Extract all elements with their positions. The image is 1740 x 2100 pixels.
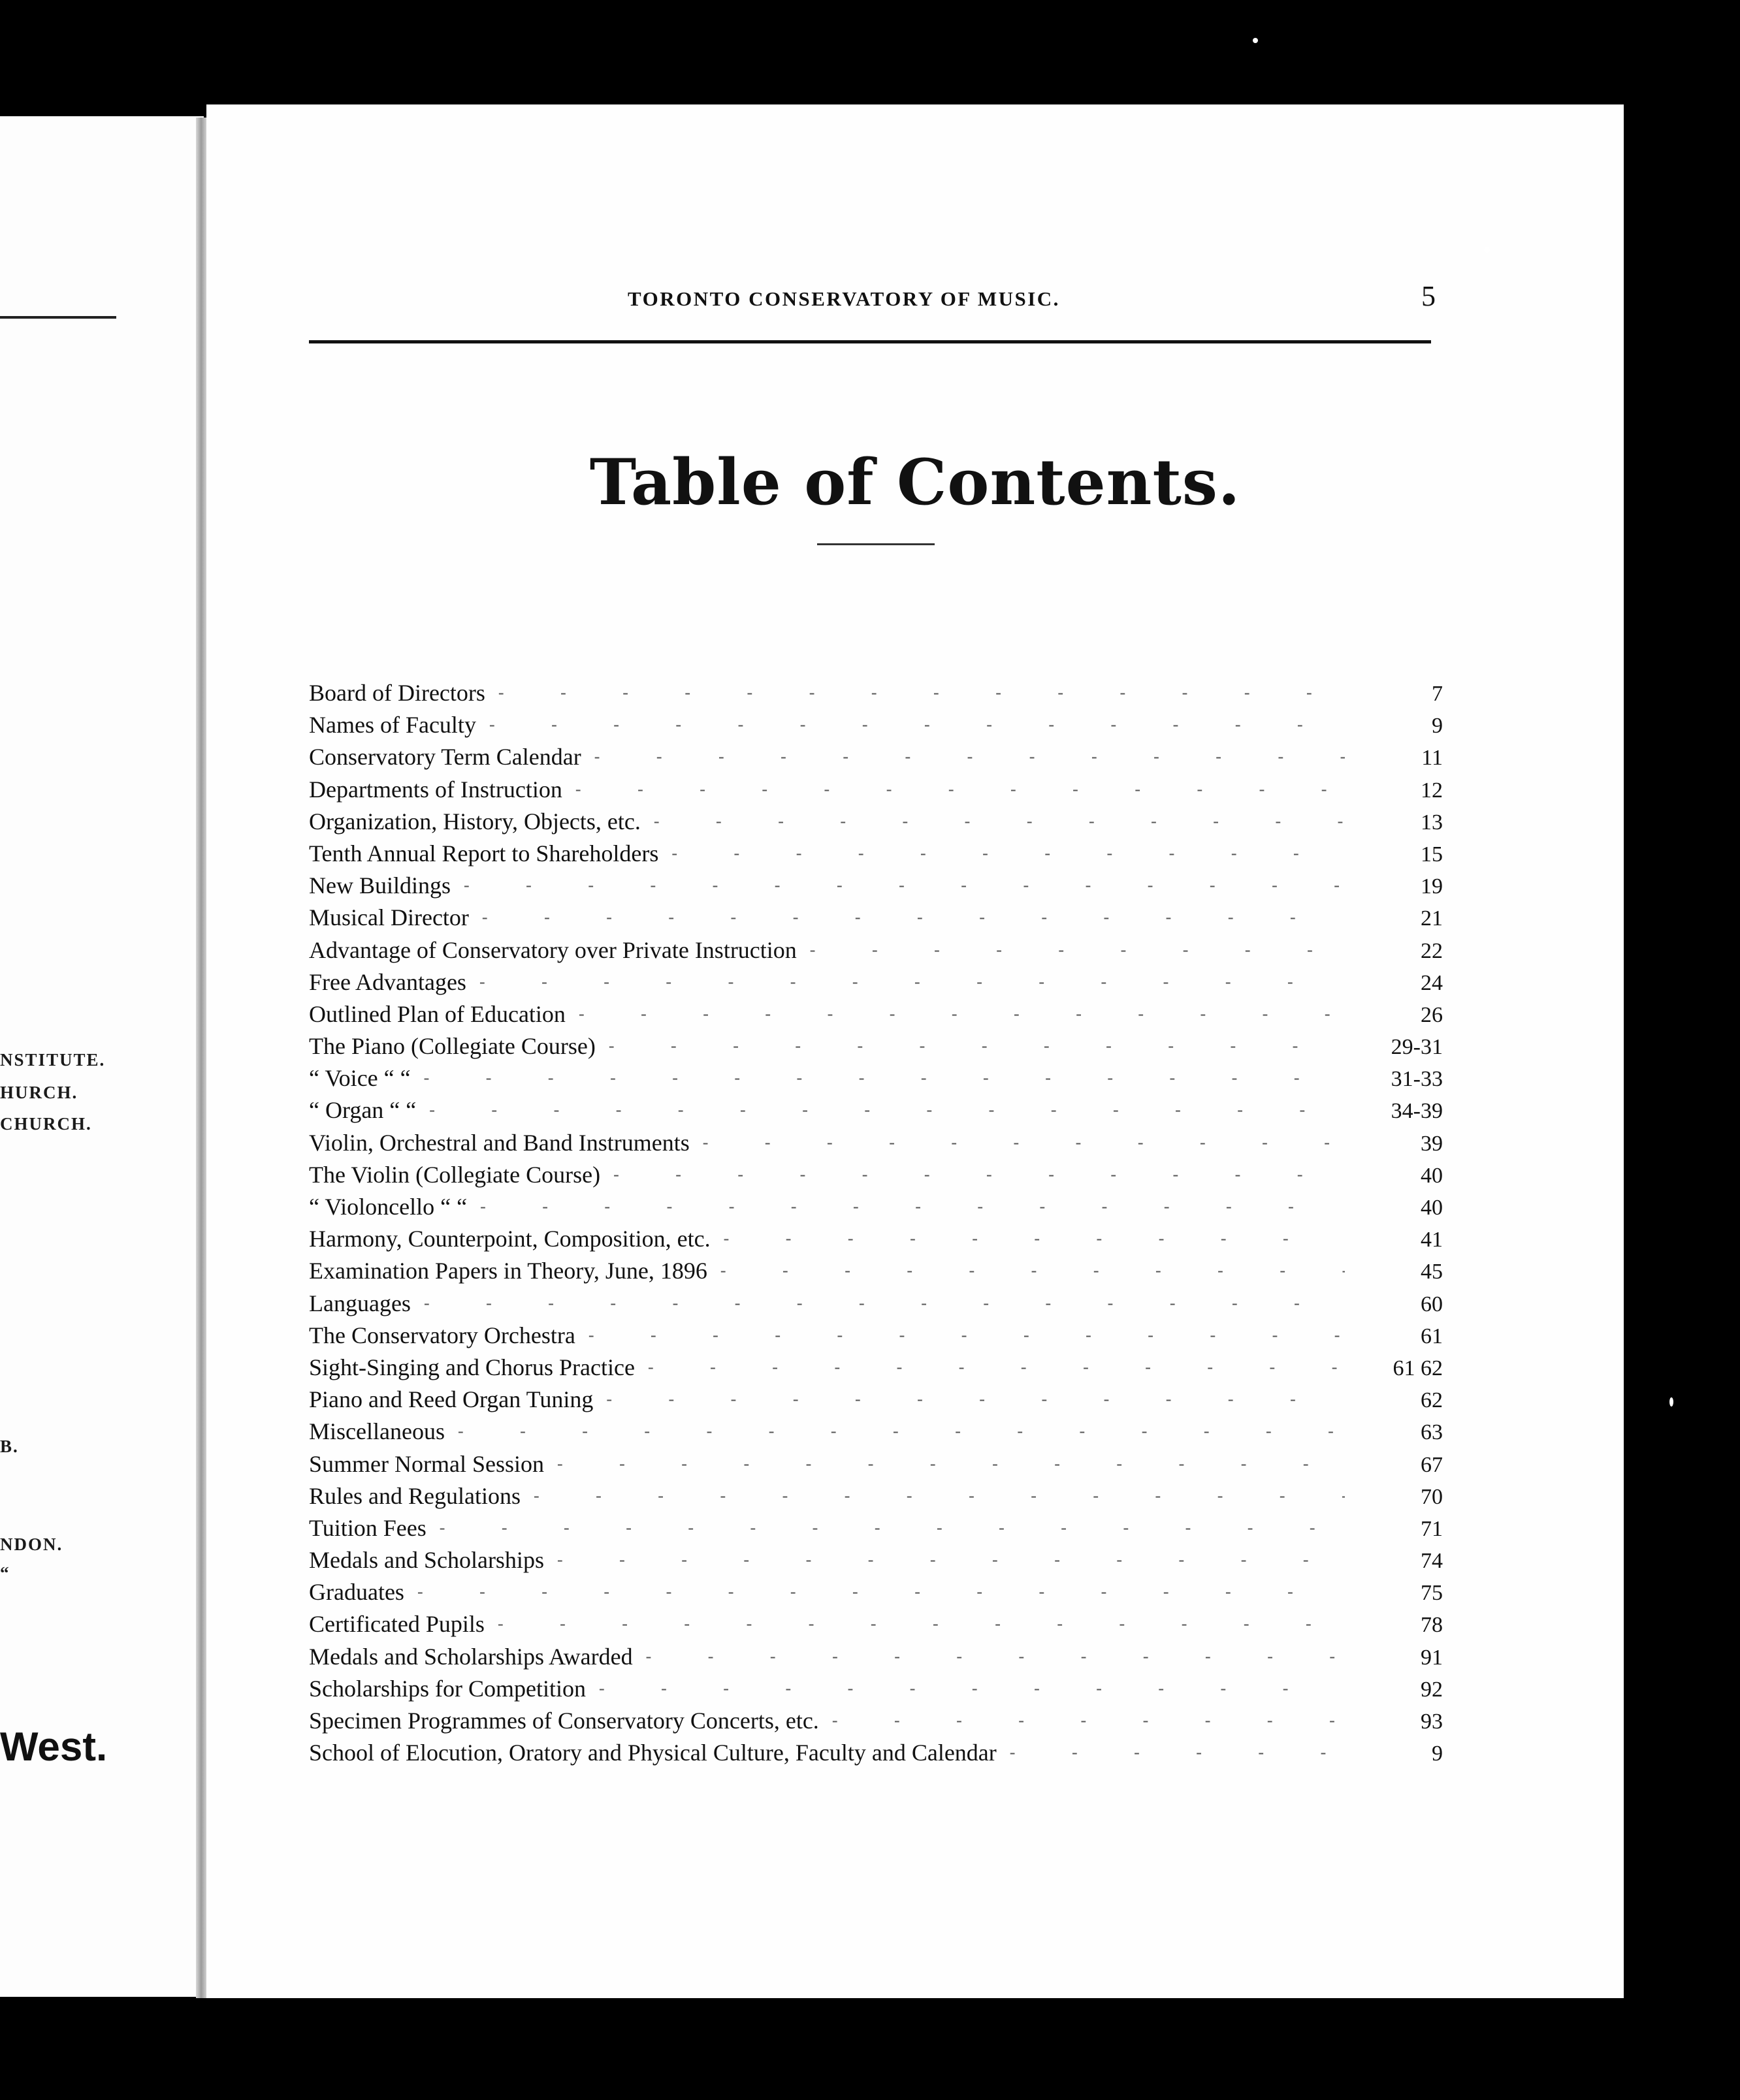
toc-list [309, 679, 1452, 1771]
toc-entry [309, 1322, 1452, 1354]
title-rule [817, 543, 935, 545]
toc-entry-label: New Buildings [309, 872, 451, 899]
toc-entry-page: 21 [1421, 906, 1443, 931]
toc-dot-leader [1010, 1743, 1345, 1762]
toc-entry-page: 40 [1421, 1196, 1443, 1220]
toc-dot-leader [810, 940, 1345, 960]
toc-entry-label: Examination Papers in Theory, June, 1896 [309, 1258, 707, 1284]
toc-entry [309, 1161, 1452, 1193]
toc-entry-label: Languages [309, 1290, 411, 1316]
toc-dot-leader [480, 1197, 1345, 1217]
toc-dot-leader [424, 1294, 1345, 1313]
toc-dot-leader [557, 1454, 1345, 1474]
toc-entry-page: 22 [1421, 938, 1443, 963]
toc-entry [309, 1578, 1452, 1610]
toc-entry [309, 1354, 1452, 1386]
toc-entry-label: Tenth Annual Report to Shareholders [309, 840, 659, 867]
toc-entry-page: 93 [1421, 1710, 1443, 1734]
toc-entry-page: 78 [1421, 1613, 1443, 1638]
toc-dot-leader [498, 1614, 1345, 1634]
toc-entry-page: 12 [1421, 778, 1443, 803]
scan-speck [1669, 1397, 1673, 1407]
toc-entry-page: 92 [1421, 1677, 1443, 1702]
toc-entry-page: 11 [1421, 746, 1443, 771]
toc-entry-page: 29-31 [1391, 1035, 1443, 1060]
running-title: TORONTO CONSERVATORY OF MUSIC. [628, 287, 1060, 310]
toc-dot-leader [424, 1068, 1345, 1088]
toc-entry [309, 1514, 1452, 1546]
left-facing-page [0, 116, 204, 1997]
left-page-fragment: NSTITUTE. [0, 1050, 106, 1070]
book-gutter [196, 118, 206, 1998]
toc-dot-leader [588, 1326, 1345, 1345]
toc-entry-label: “ Voice “ “ [309, 1065, 411, 1092]
toc-entry [309, 1482, 1452, 1514]
toc-entry-label: Tuition Fees [309, 1514, 427, 1541]
toc-entry [309, 1193, 1452, 1225]
toc-entry-label: Specimen Programmes of Conservatory Concerts, etc. [309, 1708, 819, 1734]
toc-entry-page: 31-33 [1391, 1067, 1443, 1092]
toc-dot-leader [498, 683, 1345, 703]
toc-entry [309, 1257, 1452, 1289]
toc-entry-page: 61 [1421, 1324, 1443, 1348]
toc-entry [309, 776, 1452, 808]
toc-entry [309, 1546, 1452, 1578]
toc-entry [309, 904, 1452, 936]
toc-dot-leader [482, 908, 1345, 927]
toc-entry-label: Free Advantages [309, 968, 466, 995]
toc-dot-leader [575, 780, 1345, 799]
scan-speck [1253, 38, 1258, 43]
left-page-fragment: CHURCH. [0, 1114, 92, 1134]
toc-entry-label: Certificated Pupils [309, 1611, 485, 1638]
left-page-fragment: B. [0, 1437, 19, 1456]
toc-entry-label: The Conservatory Orchestra [309, 1322, 575, 1348]
toc-dot-leader [489, 715, 1345, 735]
toc-entry-label: The Piano (Collegiate Course) [309, 1033, 596, 1060]
header-rule [309, 340, 1431, 343]
toc-entry-label: Piano and Reed Organ Tuning [309, 1386, 594, 1413]
toc-entry-label: Conservatory Term Calendar [309, 744, 581, 771]
left-page-fragment: HURCH. [0, 1083, 78, 1102]
toc-entry-label: Violin, Orchestral and Band Instruments [309, 1129, 690, 1156]
toc-entry [309, 1000, 1452, 1032]
toc-dot-leader [594, 747, 1345, 767]
toc-dot-leader [464, 876, 1345, 895]
toc-dot-leader [599, 1679, 1345, 1698]
toc-dot-leader [613, 1165, 1345, 1185]
toc-entry [309, 743, 1452, 775]
toc-entry [309, 1675, 1452, 1707]
toc-dot-leader [703, 1133, 1345, 1153]
toc-entry-label: School of Elocution, Oratory and Physical Culture, Faculty and Calendar [309, 1740, 997, 1766]
toc-entry-page: 24 [1421, 970, 1443, 995]
toc-entry-page: 19 [1421, 874, 1443, 899]
toc-dot-leader [557, 1550, 1345, 1570]
toc-entry-label: Advantage of Conservatory over Private Instruction [309, 936, 797, 963]
toc-entry [309, 936, 1452, 968]
toc-entry-label: Medals and Scholarships [309, 1547, 544, 1574]
toc-entry-page: 63 [1421, 1420, 1443, 1445]
toc-dot-leader [671, 844, 1345, 863]
toc-entry [309, 1643, 1452, 1675]
toc-entry-page: 41 [1421, 1228, 1443, 1252]
toc-entry-page: 15 [1421, 842, 1443, 867]
toc-entry [309, 872, 1452, 904]
toc-entry [309, 1064, 1452, 1096]
toc-entry-label: Sight-Singing and Chorus Practice [309, 1354, 635, 1380]
toc-entry-page: 9 [1432, 714, 1443, 739]
toc-entry-page: 75 [1421, 1581, 1443, 1606]
toc-dot-leader [458, 1422, 1345, 1441]
toc-entry [309, 1129, 1452, 1161]
toc-entry [309, 1707, 1452, 1739]
toc-entry-label: Summer Normal Session [309, 1450, 544, 1477]
toc-entry-label: Medals and Scholarships Awarded [309, 1643, 633, 1670]
toc-entry-page: 61 62 [1393, 1356, 1443, 1380]
toc-entry-page: 91 [1421, 1645, 1443, 1670]
toc-entry-page: 9 [1432, 1742, 1443, 1766]
toc-entry [309, 1225, 1452, 1257]
toc-entry-label: Names of Faculty [309, 712, 476, 739]
toc-entry-label: Board of Directors [309, 680, 485, 706]
toc-entry-label: The Violin (Collegiate Course) [309, 1161, 601, 1188]
left-page-west-heading: West. [0, 1725, 108, 1770]
toc-entry [309, 1450, 1452, 1482]
toc-dot-leader [832, 1711, 1345, 1730]
toc-entry-page: 62 [1421, 1388, 1443, 1413]
toc-dot-leader [440, 1518, 1345, 1538]
toc-entry-label: “ Violoncello “ “ [309, 1194, 468, 1220]
toc-title: Table of Contents. [589, 445, 1241, 519]
toc-entry-page: 71 [1421, 1516, 1443, 1541]
toc-entry-page: 26 [1421, 1002, 1443, 1027]
toc-entry-page: 70 [1421, 1484, 1443, 1509]
toc-entry [309, 711, 1452, 743]
toc-entry-page: 74 [1421, 1549, 1443, 1574]
toc-entry [309, 1610, 1452, 1642]
toc-entry [309, 840, 1452, 872]
toc-entry [309, 808, 1452, 840]
toc-entry-label: Rules and Regulations [309, 1482, 521, 1509]
left-page-fragment: “ [0, 1563, 10, 1583]
toc-dot-leader [609, 1036, 1345, 1056]
main-page [206, 104, 1624, 1998]
left-page-fragment: NDON. [0, 1535, 63, 1554]
toc-dot-leader [479, 972, 1345, 992]
toc-entry-page: 40 [1421, 1163, 1443, 1188]
toc-entry-label: “ Organ “ “ [309, 1097, 417, 1124]
toc-dot-leader [654, 812, 1345, 831]
toc-dot-leader [429, 1100, 1345, 1120]
toc-entry [309, 1290, 1452, 1322]
toc-dot-leader [646, 1647, 1345, 1666]
toc-entry [309, 1418, 1452, 1450]
toc-entry [309, 1739, 1452, 1771]
toc-entry-page: 34-39 [1391, 1099, 1443, 1124]
toc-entry [309, 1096, 1452, 1128]
toc-dot-leader [606, 1390, 1345, 1409]
toc-dot-leader [417, 1582, 1345, 1602]
toc-entry-label: Departments of Instruction [309, 776, 562, 803]
toc-entry-page: 67 [1421, 1452, 1443, 1477]
toc-entry-page: 45 [1421, 1260, 1443, 1284]
toc-dot-leader [720, 1261, 1345, 1281]
left-page-header-rule [0, 316, 116, 319]
toc-dot-leader [534, 1486, 1345, 1506]
toc-entry-label: Musical Director [309, 904, 469, 931]
toc-entry-label: Harmony, Counterpoint, Composition, etc. [309, 1226, 711, 1252]
toc-entry [309, 1386, 1452, 1418]
toc-dot-leader [579, 1004, 1345, 1024]
toc-entry [309, 968, 1452, 1000]
toc-entry-label: Scholarships for Competition [309, 1675, 586, 1702]
toc-entry-page: 7 [1432, 682, 1443, 706]
toc-entry-page: 39 [1421, 1131, 1443, 1156]
toc-entry-label: Organization, History, Objects, etc. [309, 808, 641, 835]
toc-dot-leader [724, 1229, 1345, 1249]
scan-speck [1484, 247, 1490, 253]
toc-entry-label: Miscellaneous [309, 1418, 445, 1445]
page-number: 5 [1421, 280, 1436, 312]
toc-entry [309, 1032, 1452, 1064]
toc-entry-label: Graduates [309, 1579, 404, 1606]
toc-entry [309, 679, 1452, 711]
toc-entry-page: 13 [1421, 810, 1443, 835]
toc-dot-leader [648, 1358, 1345, 1377]
toc-entry-page: 60 [1421, 1292, 1443, 1316]
toc-entry-label: Outlined Plan of Education [309, 1000, 566, 1027]
